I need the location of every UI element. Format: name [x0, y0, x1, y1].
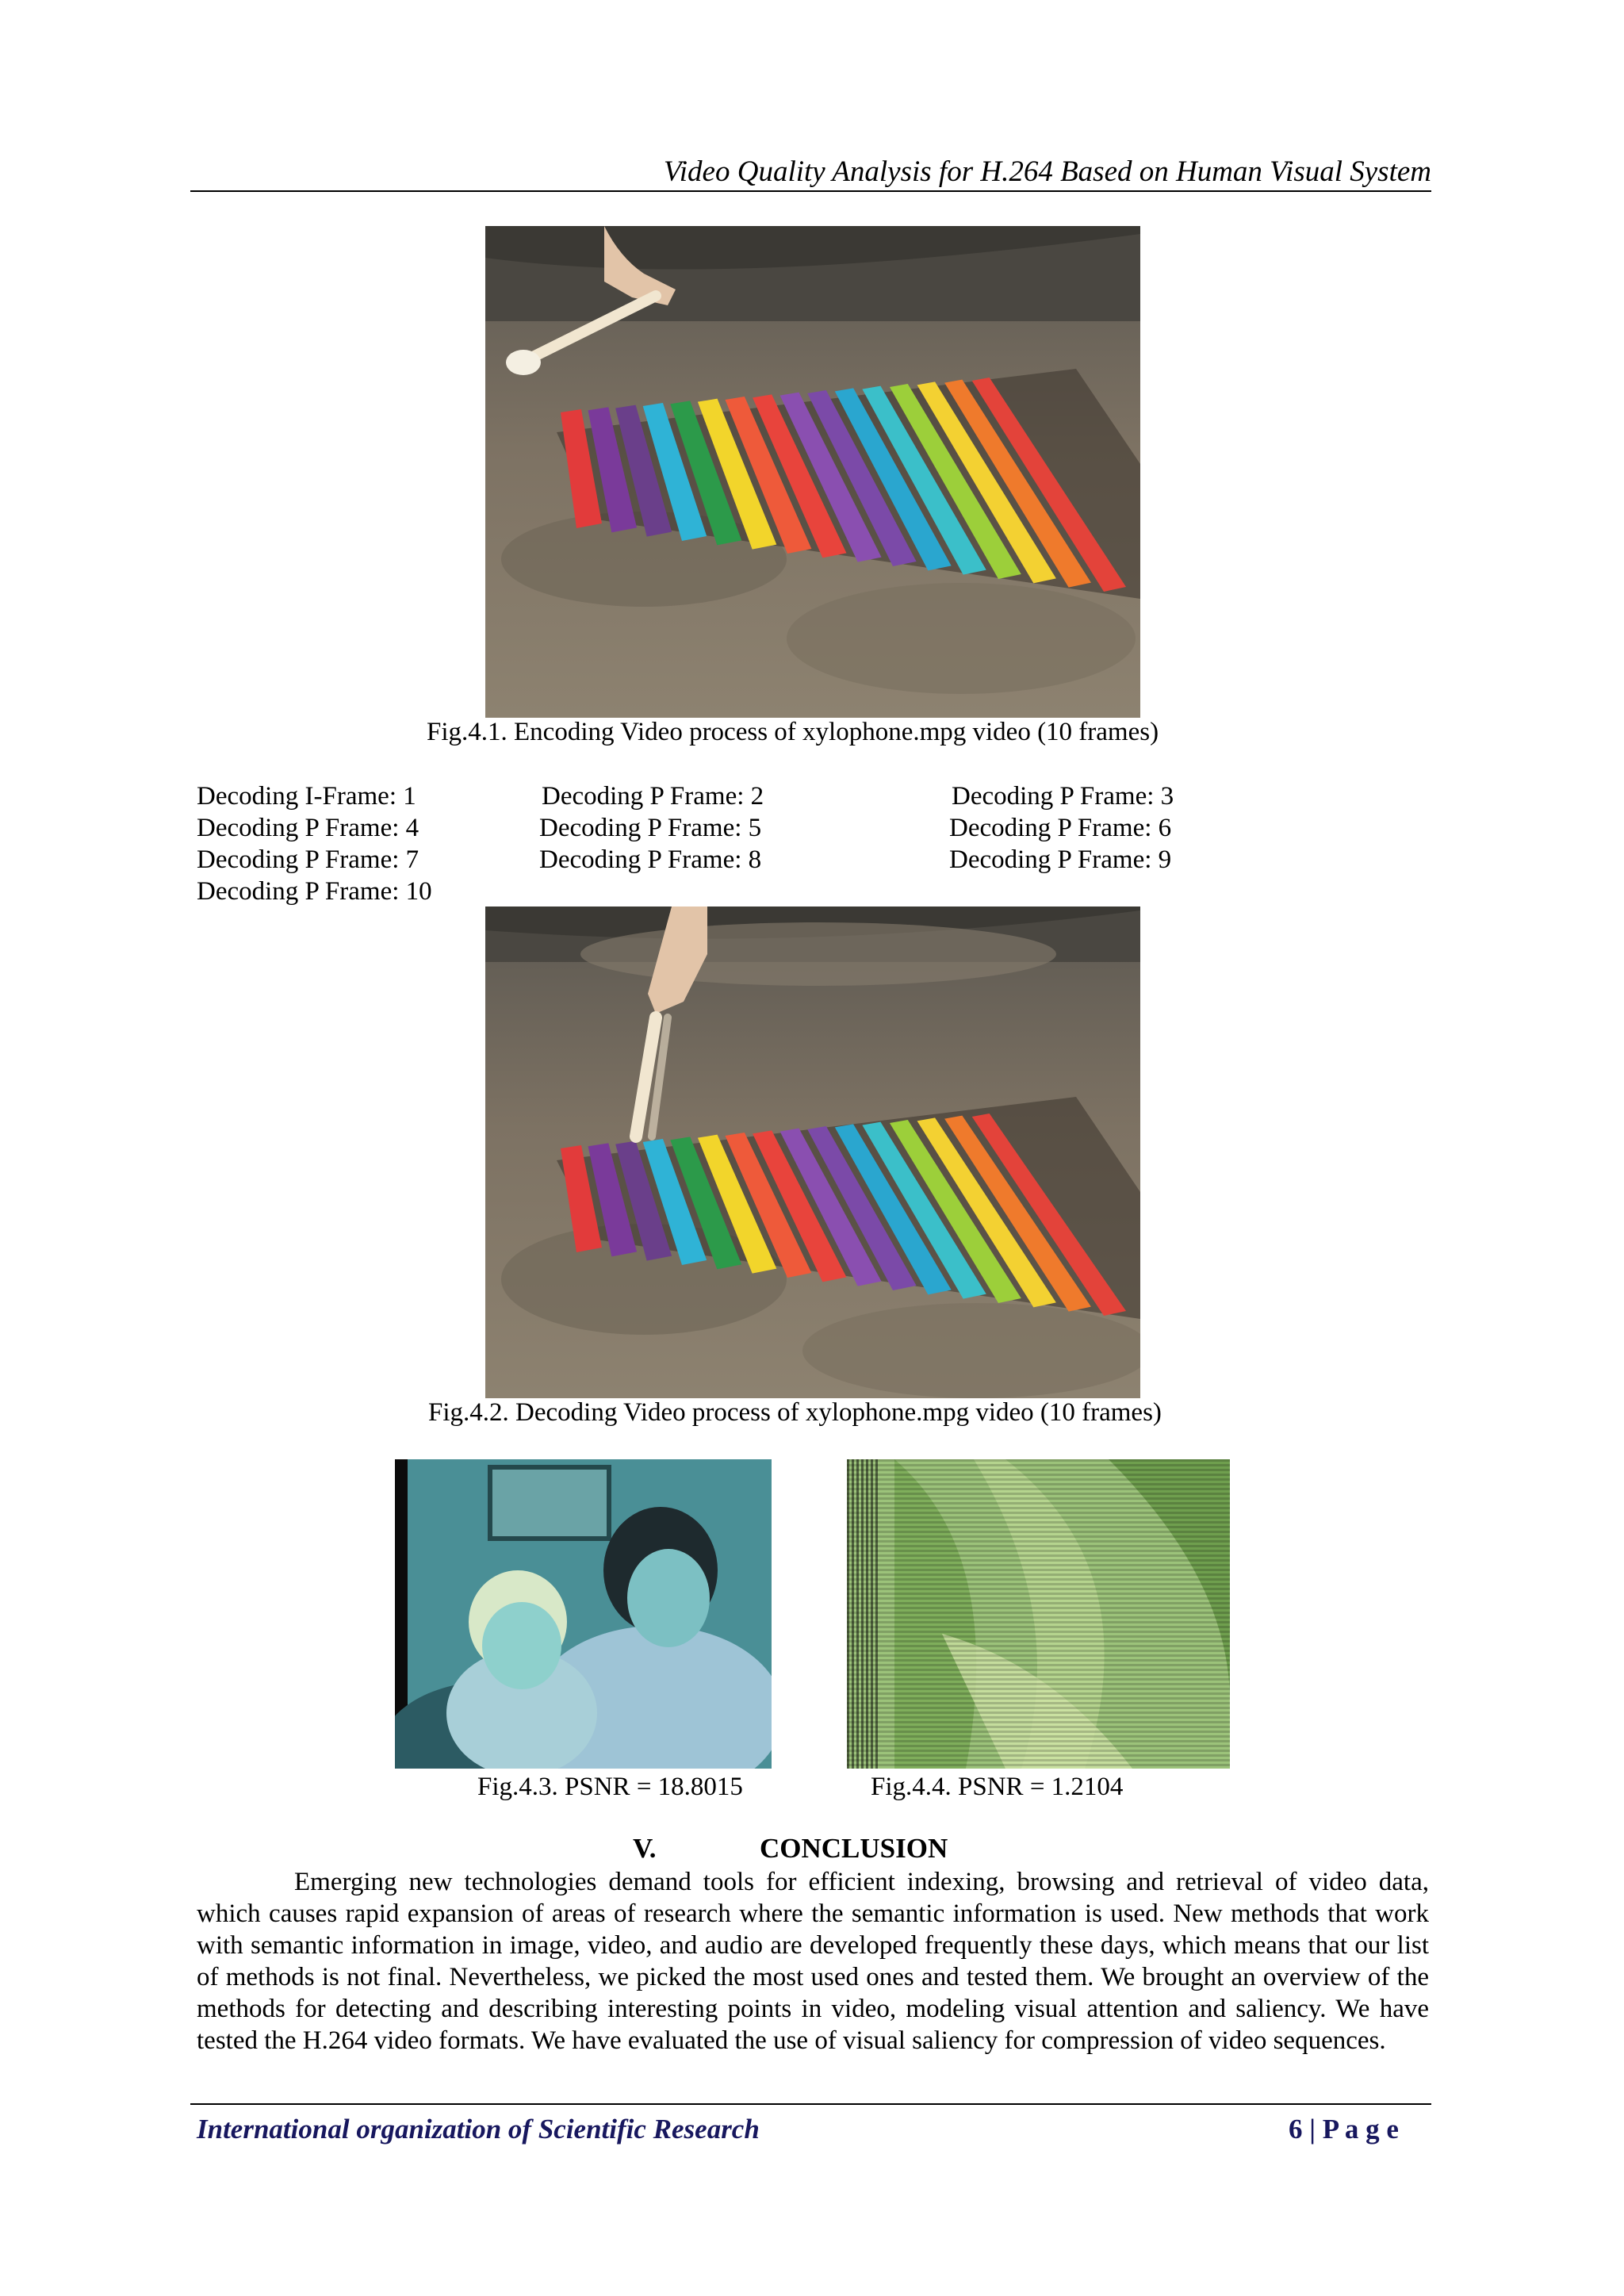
frame-label: Decoding P Frame: 9	[949, 845, 1172, 874]
conclusion-paragraph: Emerging new technologies demand tools for efficient indexing, browsing and retrieval of video data, which causes rapid expansion of areas of research where the semantic information is used. New methods that work with semantic information in image, video, and audio are developed frequently these days, which means that our list of methods is not final. Nevertheless, we picked the most used ones and tested them. We brought an overview of the methods for detecting and describing interesting points in video, modeling visual attention and saliency. We have tested the H.264 video formats. We have evaluated the use of visual saliency for compression of video sequences.	[197, 1868, 1429, 2055]
frame-label: Decoding P Frame: 5	[539, 814, 762, 842]
frame-label: Decoding P Frame: 7	[197, 845, 419, 874]
frame-label: Decoding I-Frame: 1	[197, 782, 416, 811]
xylophone-photo-2	[485, 907, 1140, 1398]
frame-label: Decoding P Frame: 8	[539, 845, 762, 874]
footer-page-number: 6 | P a g e	[1289, 2114, 1399, 2145]
running-head: Video Quality Analysis for H.264 Based on Human Visual System	[663, 155, 1431, 188]
footer-rule	[190, 2103, 1431, 2105]
frame-label: Decoding P Frame: 2	[542, 782, 764, 811]
figure-xylophone-encoding	[485, 226, 1140, 718]
section-number: V.	[633, 1833, 657, 1864]
figure-psnr-leaves	[847, 1459, 1230, 1769]
header-rule	[190, 190, 1431, 192]
xylophone-photo-1	[485, 226, 1140, 718]
leaves-photo	[847, 1459, 1230, 1769]
figure-psnr-mother-child	[395, 1459, 772, 1769]
figure-xylophone-decoding	[485, 907, 1140, 1398]
figure-caption: Fig.4.2. Decoding Video process of xylophone.mpg video (10 frames)	[428, 1398, 1162, 1427]
frame-label: Decoding P Frame: 6	[949, 814, 1172, 842]
footer-journal: International organization of Scientific Research	[197, 2114, 760, 2145]
section-title: CONCLUSION	[760, 1833, 948, 1864]
mother-child-photo	[395, 1459, 772, 1769]
figure-caption: Fig.4.1. Encoding Video process of xylophone.mpg video (10 frames)	[427, 718, 1159, 746]
frame-label: Decoding P Frame: 10	[197, 877, 432, 906]
figure-caption: Fig.4.3. PSNR = 18.8015	[477, 1773, 743, 1801]
frame-label: Decoding P Frame: 4	[197, 814, 419, 842]
frame-label: Decoding P Frame: 3	[952, 782, 1174, 811]
figure-caption: Fig.4.4. PSNR = 1.2104	[871, 1773, 1124, 1801]
